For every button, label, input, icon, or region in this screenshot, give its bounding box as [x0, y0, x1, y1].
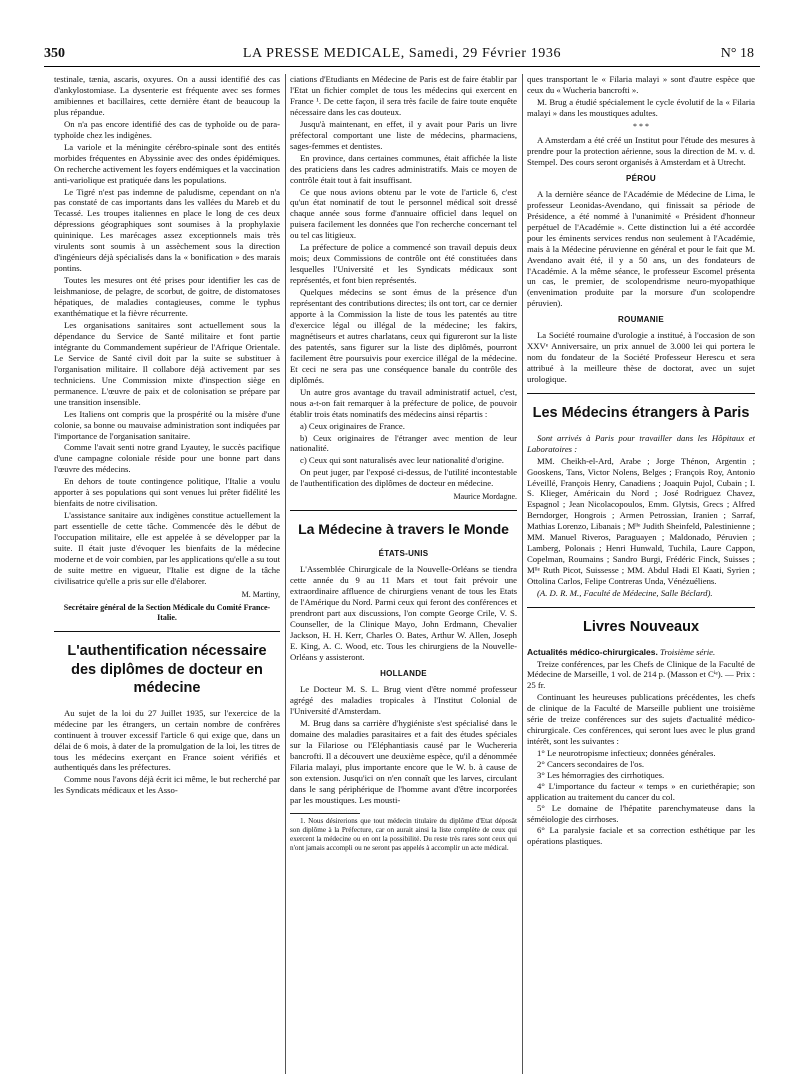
paragraph: M. Brug a étudié spécialement le cycle évolutif de la « Filaria malayi » dans les moustiques adultes.	[527, 96, 755, 118]
column-3	[527, 74, 755, 1074]
paragraph: En dehors de toute contingence politique, l'Italie a voulu apporter à ses populations qui sont venues lui prêter fidélité les bienfaits de notre civilisation.	[54, 476, 280, 509]
paragraph: La variole et la méningite cérébro-spinale sont des entités morbides fréquentes en Abyssinie avec des ondes épidémiques. On recherche activement les foyers endémiques et la vaccination anti-variolique est pratiquée dans les populations.	[54, 141, 280, 185]
paragraph: Continuant les heureuses publications précédentes, les chefs de clinique de la Faculté de Marseille publient une troisième série de treize conférences sur des sujets d'actualité médico-chirurgicale. Ces conférences, qui seront lues avec le plus grand intérêt, sont les suivantes :	[527, 692, 755, 747]
author-role: Secrétaire général de la Section Médicale du Comité France-Italie.	[63, 602, 271, 622]
section-title: Livres Nouveaux	[582, 619, 700, 635]
book-series: Troisième série.	[660, 646, 716, 657]
list-item: 5° Le domaine de l'hépatite parenchymateuse dans la séméiologie des cirrhoses.	[527, 802, 755, 824]
paragraph: On peut juger, par l'exposé ci-dessus, de l'utilité incontestable de l'authentification des diplômes de docteur en médecine.	[290, 467, 517, 489]
paragraph: Un autre gros avantage du travail administratif actuel, c'est, nous a-t-on fait remarquer à la préfecture de police, de pouvoir établir trois états nominatifs des médecins ainsi répartis :	[290, 386, 517, 419]
paragraph: Quelques médecins se sont émus de la présence d'un représentant des contributions directes; ils ont tort, car ce dernier apporte à la Commission la liste de tous les patentés au titre d'exercice légal ou illégal de la médecine; les fakirs, magnétiseurs et autres charlatans, ceux qui figureront sur la liste des patentés, sans figurer sur la liste des diplômés, pourront facilement être poursuivis pour exercice illégal de la médecine. Et ceci ne sera pas une conséquence banale du contrôle des diplômés.	[290, 287, 517, 385]
paragraph: Les organisations sanitaires sont actuellement sous la dépendance du Service de Santé militaire et font partie intégrante du Commandement supérieur de l'Afrique Orientale. Le Service de Santé civil doit par la suite se substituer à l'organisation militaire. Il collabore déjà activement par ses techniciens. Une Commission mixte d'inspection siège en permanence. L'œuvre de paix et de colonisation se prépare par une transition insensible.	[54, 319, 280, 407]
book-title: Actualités médico-chirurgicales.	[527, 646, 658, 657]
subsection-title: ÉTATS-UNIS	[378, 549, 429, 559]
paragraph: Comme nous l'avons déjà écrit ici même, le but recherché par les Syndicats médicaux et les Asso-	[54, 774, 280, 796]
separator-stars: * * *	[633, 121, 649, 131]
paragraph: Ce que nous avions obtenu par le vote de l'article 6, c'est qu'un état nominatif de tout le personnel médical soit dressé chaque année sous forme d'annuaire officiel dans lequel on puisera facilement les données que l'on recherche concernant tel ou tel cas litigieux.	[290, 186, 517, 241]
paragraph: En province, dans certaines communes, était affichée la liste des praticiens dans les cadres administratifs. Mais ce moyen de contrôle était tout à fait insuffisant.	[290, 152, 517, 185]
paragraph: Le Tigré n'est pas indemne de paludisme, cependant on n'a pas constaté de cas importants dans les vallées du Mareb et du Tecassé. Les troupes italiennes en place le long de ces deux dépressions géographiques sont soumises à la prophylaxie quininique. Les marécages assez exceptionnels mais très virulents sont soumis à un assèchement sous la direction d'ingénieurs déjà spécialisés dans la « bonification » des marais pontins.	[54, 186, 280, 274]
subsection-title: PÉROU	[626, 173, 656, 183]
paragraph: M. Brug dans sa carrière d'hygiéniste s'est spécialisé dans le domaine des maladies parasitaires et a fait des études spéciales sur la Filariose ou l'Eléphantiasis causé par le Wuchereria bancrofti. Il a découvert une deuxième espèce, qu'il a dénommée Filaria malayi, plus importante encore que le W. b. à cause de son extension. Jusqu'ici on n'en connaît que les larves, circulant dans le sang périphérique de l'homme avant d'être incorporées par les moustiques. Les mousti-	[290, 717, 517, 805]
author-signature: Maurice Mordagne.	[453, 492, 517, 502]
paragraph: Comme l'avait senti notre grand Lyautey, le succès pacifique d'une campagne coloniale réside pour une bonne part dans l'œuvre des médecins.	[54, 442, 280, 475]
paragraph: La préfecture de police a commencé son travail depuis deux mois; deux Commissions de contrôle ont été constituées dans lesquelles l'Université et les Syndicats médicaux sont représentés, et font bien représentés.	[290, 242, 517, 286]
section-title: La Médecine à travers le Monde	[298, 521, 509, 538]
section-title: Les Médecins étrangers à Paris	[532, 405, 750, 422]
paragraph: L'assistance sanitaire aux indigènes constitue actuellement la part essentielle de cette tâche. Commencée dès le début de l'occupation militaire, elle est appelée à se développer par la suite. Il était juste d'évoquer les bienfaits de la médecine moderne et de voir combien, par les applications qu'elle a su tout de suite mettre en vigueur, l'Italie est digne de la tâche civilisatrice qu'elle a pris sur elle d'élaborer.	[54, 510, 280, 586]
author-signature: M. Martiny,	[241, 589, 280, 599]
page-header	[44, 44, 760, 67]
section-rule	[54, 631, 280, 632]
column-1	[54, 74, 280, 1074]
column-divider	[285, 74, 286, 1074]
paragraph: On n'a pas encore identifié des cas de typhoïde ou de para-typhoïde chez les indigènes.	[54, 118, 280, 140]
subsection-title: ROUMANIE	[618, 315, 664, 325]
column-2	[290, 74, 517, 1074]
book-entry	[527, 647, 755, 658]
section-rule	[527, 607, 755, 608]
paragraph: Jusqu'à maintenant, en effet, il y avait pour Paris un livre préfectoral comportant une liste de médecins, pharmaciens, sages-femmes et dentistes.	[290, 118, 517, 151]
issue-number: N° 18	[720, 46, 754, 61]
list-item: 1° Le neurotropisme infectieux; données générales.	[537, 748, 716, 759]
list-item: 4° L'importance du facteur « temps » en curiethérapie; son application au traitement du cancer du col.	[527, 780, 755, 802]
paragraph: ciations d'Etudiants en Médecine de Paris est de faire établir par l'Etat un fichier complet de tous les médecins qui exercent en France ¹. De cette façon, il sera très facile de faire toute enquête nécessaire dans les cas douteux.	[290, 74, 517, 117]
book-chapter-list	[527, 748, 755, 847]
paragraph: b) Ceux originaires de l'étranger avec mention de leur nationalité.	[290, 432, 517, 454]
paragraph: A Amsterdam a été créé un Institut pour l'étude des mesures à prendre pour la protection aérienne, sous la direction de M. v. d. Stempel. Des cours seront organisés à Amsterdam et à Utrecht.	[527, 134, 755, 167]
paragraph: testinale, tænia, ascaris, oxyures. On a aussi identifié des cas d'ankylostomiase. La dysenterie est fréquente avec ses formes amibiennes et bacillaires, cette dernière étant de beaucoup la plus répandue.	[54, 74, 280, 117]
paragraph: Toutes les mesures ont été prises pour identifier les cas de leishmaniose, de pelagre, de scorbut, de goitre, de distomatoses hépatiques, de maladies contagieuses, comme le typhus exanthématique et la fièvre récurrente.	[54, 275, 280, 319]
section-rule	[290, 510, 517, 511]
footnote: 1. Nous désirerions que tout médecin titulaire du diplôme d'Etat déposât son diplôme à la Préfecture, car on aurait ainsi la liste complète de ceux qui exercent la médecine ou en ont la possibilité. Du reste très rares sont ceux qui n'ont jamais accompli ou ne seront pas appelés à accomplir un acte médical.	[290, 817, 517, 853]
attribution: (A. D. R. M., Faculté de Médecine, Salle Béclard).	[537, 588, 713, 599]
paragraph: La Société roumaine d'urologie a institué, à l'occasion de son XXVᵉ Anniversaire, un prix annuel de 3.000 lei qui portera le nom du fondateur de la Société Professeur Herescu et sera attribué à la meilleure thèse de doctorat, avec un sujet urologique.	[527, 330, 755, 385]
paragraph: L'Assemblée Chirurgicale de la Nouvelle-Orléans se tiendra cette année du 9 au 11 Mars et tout fait prévoir une extraordinaire affluence de chirurgiens venant de tous les Etats de l'Amérique du Nord. Parmi ceux qui feront des conférences et prendront part aux discussions, l'on compte George Crile, V. S. Counseller, de la Clinique Mayo, John Erdmann, Chevalier Jackson, H. H. Kerr, Charles O. Bates, Arthur W. Allen, Joseph E. King, A. C. Wood, etc. Tous les chirurgiens de la Nouvelle-Orléans y assisteront.	[290, 564, 517, 662]
column-divider	[522, 74, 523, 1074]
paragraph: Le Docteur M. S. L. Brug vient d'être nommé professeur agrégé des maladies tropicales à l'Institut Colonial de l'Université d'Amsterdam.	[290, 683, 517, 716]
list-item: 2° Cancers secondaires de l'os.	[537, 759, 645, 770]
section-rule	[527, 393, 755, 394]
paragraph: Les Italiens ont compris que la prospérité ou la misère d'une colonie, sa bonne ou mauvaise administration sont indiquées par l'importance de l'organisation sanitaire.	[54, 408, 280, 441]
list-item: 3° Les hémorragies des cirrhotiques.	[537, 770, 665, 781]
page-number: 350	[44, 46, 65, 61]
paragraph: MM. Cheikh-el-Ard, Arabe ; Jorge Thénon, Argentin ; Gooskens, Tans, Victor Nolens, Belges ; François Roy, Antonio Léveillé, François Henry, Canadiens ; Joaquin Pujol, Cubain ; I. S. Klieger, Américain du Nord ; José Rodriguez Chavez, Espagnol ; Jean Nicolacopoulos, Emm. Glytsis, Grecs ; Alfred Berndorger, Hongrois ; Armen Petrossian, Iranien ; Sarraf, Mathias Lorenzo, Libanais ; Mˡˡᵉ Judith Sheinfeld, Palestinienne ; MM. Manuel Riveros, Paraguayen ; Maldonado, Péruvien ; Lamberg, Polonais ; Henri Hunwald, Tuchila, Laure Cappon, Copelman, Roumains ; Sandro Burgi, Frédéric Finck, Suisses ; Mˡˡᵉ Ruth Picot, Suissesse ; MM. Abdul Hadi El Kaati, Syrien ; Ottolina Carlos, Felipe Contreras Unda, Vénézuéliens.	[527, 455, 755, 587]
footnote-rule	[290, 813, 360, 814]
paragraph: c) Ceux qui sont naturalisés avec leur nationalité d'origine.	[300, 455, 504, 466]
journal-title: LA PRESSE MEDICALE, Samedi, 29 Février 1936	[242, 46, 562, 61]
article-title: L'authentification nécessaire des diplômes de docteur en médecine	[67, 643, 267, 697]
paragraph: Sont arrivés à Paris pour travailler dans les Hôpitaux et Laboratoires :	[527, 432, 755, 454]
paragraph: ques transportant le « Filaria malayi » sont d'autre espèce que ceux du « Wucheria bancrofti ».	[527, 74, 755, 95]
paragraph: a) Ceux originaires de France.	[300, 420, 405, 431]
book-description: Treize conférences, par les Chefs de Clinique de la Faculté de Médecine de Marseille, 1 vol. de 214 p. (Masson et Cⁱᵉ). — Prix : 25 fr.	[527, 658, 755, 691]
paragraph: Au sujet de la loi du 27 Juillet 1935, sur l'exercice de la médecine par les étrangers, un certain nombre de confrères continuent à trouver excessif l'article 6 qui exige que, dans un délai de 6 mois, à dater de la promulgation de la loi, les titres de tous les médecins exerçant en France soient vérifiés et authentiqués dans les préfectures.	[54, 707, 280, 773]
subsection-title: HOLLANDE	[380, 668, 427, 678]
list-item: 6° La paralysie faciale et sa correction esthétique par les opérations plastiques.	[527, 824, 755, 846]
paragraph: A la dernière séance de l'Académie de Médecine de Lima, le professeur Leonidas-Avendano, qui finissait sa période de Présidence, a été nommé à l'unanimité « Président d'honneur perpétuel de l'Académie ». Cette distinction lui a été accordée pour les éminents services rendus non seulement à l'Académie, mais à la Médecine péruvienne en général et pour le fait que M. Avendano avait été, il y a 50 ans, un des fondateurs de l'Académie. A la même séance, le professeur Escomel présenta un cas, le premier, de scolopendrisme neuro-myopathique (envenimation produite par la morsure d'un scolopendre péruvien).	[527, 188, 755, 309]
